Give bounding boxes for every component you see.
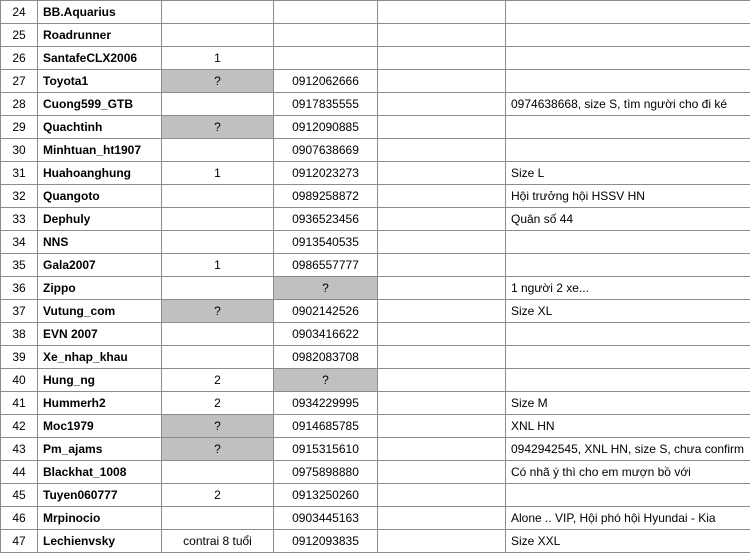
empty-cell[interactable] — [378, 185, 506, 208]
table-row — [1, 47, 750, 70]
note-cell[interactable]: XNL HN — [506, 415, 750, 438]
phone-cell[interactable]: 0907638669 — [274, 139, 378, 162]
table-row — [1, 185, 750, 208]
row-number-cell[interactable]: 33 — [1, 208, 38, 231]
empty-cell[interactable] — [378, 415, 506, 438]
empty-cell[interactable] — [378, 70, 506, 93]
username-cell[interactable]: Dephuly — [38, 208, 162, 231]
quantity-cell[interactable] — [162, 231, 274, 254]
phone-cell[interactable]: 0912023273 — [274, 162, 378, 185]
row-number-cell[interactable]: 30 — [1, 139, 38, 162]
phone-cell[interactable]: 0902142526 — [274, 300, 378, 323]
username-cell[interactable]: Roadrunner — [38, 24, 162, 47]
empty-cell[interactable] — [378, 461, 506, 484]
table-row — [1, 231, 750, 254]
row-number-cell[interactable]: 32 — [1, 185, 38, 208]
username-cell[interactable]: Hung_ng — [38, 369, 162, 392]
quantity-cell[interactable]: 2 — [162, 484, 274, 507]
empty-cell[interactable] — [378, 1, 506, 24]
row-number-cell[interactable]: 35 — [1, 254, 38, 277]
username-cell[interactable]: Tuyen060777 — [38, 484, 162, 507]
row-number-cell[interactable]: 27 — [1, 70, 38, 93]
phone-cell[interactable]: 0903445163 — [274, 507, 378, 530]
row-number-cell[interactable]: 38 — [1, 323, 38, 346]
empty-cell[interactable] — [378, 300, 506, 323]
empty-cell[interactable] — [378, 346, 506, 369]
note-cell[interactable]: 0942942545, XNL HN, size S, chưa confirm — [506, 438, 750, 461]
spreadsheet-body — [1, 1, 750, 553]
row-number-cell[interactable]: 34 — [1, 231, 38, 254]
username-cell[interactable]: Blackhat_1008 — [38, 461, 162, 484]
phone-cell[interactable]: 0912062666 — [274, 70, 378, 93]
table-row — [1, 139, 750, 162]
table-row — [1, 323, 750, 346]
quantity-cell[interactable]: 2 — [162, 392, 274, 415]
row-number-cell[interactable]: 47 — [1, 530, 38, 553]
username-cell[interactable]: Hummerh2 — [38, 392, 162, 415]
note-cell[interactable]: Size M — [506, 392, 750, 415]
phone-cell[interactable]: 0936523456 — [274, 208, 378, 231]
quantity-cell[interactable] — [162, 1, 274, 24]
table-row — [1, 162, 750, 185]
empty-cell[interactable] — [378, 139, 506, 162]
phone-cell[interactable]: 0975898880 — [274, 461, 378, 484]
empty-cell[interactable] — [378, 484, 506, 507]
username-cell[interactable]: Vutung_com — [38, 300, 162, 323]
quantity-cell[interactable] — [162, 346, 274, 369]
row-number-cell[interactable]: 45 — [1, 484, 38, 507]
table-row — [1, 300, 750, 323]
table-row — [1, 438, 750, 461]
row-number-cell[interactable]: 44 — [1, 461, 38, 484]
note-cell[interactable] — [506, 47, 750, 70]
note-cell[interactable]: 0974638668, size S, tìm người cho đi ké — [506, 93, 750, 116]
row-number-cell[interactable]: 26 — [1, 47, 38, 70]
note-cell[interactable]: 1 người 2 xe... — [506, 277, 750, 300]
phone-cell[interactable]: 0986557777 — [274, 254, 378, 277]
row-number-cell[interactable]: 46 — [1, 507, 38, 530]
table-row — [1, 346, 750, 369]
phone-cell[interactable]: 0915315610 — [274, 438, 378, 461]
quantity-cell[interactable]: ? — [162, 116, 274, 139]
row-number-cell[interactable]: 43 — [1, 438, 38, 461]
table-row — [1, 208, 750, 231]
table-row — [1, 277, 750, 300]
quantity-cell[interactable] — [162, 323, 274, 346]
quantity-cell[interactable] — [162, 507, 274, 530]
quantity-cell[interactable] — [162, 24, 274, 47]
empty-cell[interactable] — [378, 507, 506, 530]
quantity-cell[interactable]: 1 — [162, 162, 274, 185]
empty-cell[interactable] — [378, 231, 506, 254]
empty-cell[interactable] — [378, 323, 506, 346]
username-cell[interactable]: Quangoto — [38, 185, 162, 208]
row-number-cell[interactable]: 40 — [1, 369, 38, 392]
empty-cell[interactable] — [378, 162, 506, 185]
note-cell[interactable]: Quân số 44 — [506, 208, 750, 231]
phone-cell[interactable]: 0934229995 — [274, 392, 378, 415]
quantity-cell[interactable]: 1 — [162, 254, 274, 277]
quantity-cell[interactable] — [162, 185, 274, 208]
phone-cell[interactable]: 0982083708 — [274, 346, 378, 369]
row-number-cell[interactable]: 25 — [1, 24, 38, 47]
username-cell[interactable]: Pm_ajams — [38, 438, 162, 461]
quantity-cell[interactable] — [162, 139, 274, 162]
table-row — [1, 392, 750, 415]
table-row — [1, 461, 750, 484]
quantity-cell[interactable] — [162, 208, 274, 231]
phone-cell[interactable]: 0914685785 — [274, 415, 378, 438]
quantity-cell[interactable]: ? — [162, 70, 274, 93]
note-cell[interactable]: Size XL — [506, 300, 750, 323]
quantity-cell[interactable] — [162, 93, 274, 116]
note-cell[interactable] — [506, 70, 750, 93]
quantity-cell[interactable]: ? — [162, 300, 274, 323]
row-number-cell[interactable]: 41 — [1, 392, 38, 415]
note-cell[interactable] — [506, 139, 750, 162]
phone-cell[interactable]: 0913250260 — [274, 484, 378, 507]
empty-cell[interactable] — [378, 277, 506, 300]
empty-cell[interactable] — [378, 93, 506, 116]
username-cell[interactable]: Lechienvsky — [38, 530, 162, 553]
quantity-cell[interactable]: 1 — [162, 47, 274, 70]
quantity-cell[interactable]: 2 — [162, 369, 274, 392]
phone-cell[interactable]: 0917835555 — [274, 93, 378, 116]
username-cell[interactable]: Quachtinh — [38, 116, 162, 139]
row-number-cell[interactable]: 39 — [1, 346, 38, 369]
table-row — [1, 484, 750, 507]
phone-cell[interactable]: ? — [274, 277, 378, 300]
username-cell[interactable]: Gala2007 — [38, 254, 162, 277]
note-cell[interactable] — [506, 484, 750, 507]
table-row — [1, 1, 750, 24]
note-cell[interactable]: Alone .. VIP, Hội phó hội Hyundai - Kia — [506, 507, 750, 530]
row-number-cell[interactable]: 36 — [1, 277, 38, 300]
username-cell[interactable]: EVN 2007 — [38, 323, 162, 346]
note-cell[interactable] — [506, 369, 750, 392]
note-cell[interactable] — [506, 346, 750, 369]
empty-cell[interactable] — [378, 47, 506, 70]
table-row — [1, 70, 750, 93]
username-cell[interactable]: Huahoanghung — [38, 162, 162, 185]
table-row — [1, 254, 750, 277]
note-cell[interactable]: Size L — [506, 162, 750, 185]
username-cell[interactable]: Cuong599_GTB — [38, 93, 162, 116]
username-cell[interactable]: Zippo — [38, 277, 162, 300]
note-cell[interactable]: Hội trưởng hội HSSV HN — [506, 185, 750, 208]
phone-cell[interactable] — [274, 1, 378, 24]
empty-cell[interactable] — [378, 24, 506, 47]
note-cell[interactable] — [506, 1, 750, 24]
table-row — [1, 530, 750, 553]
username-cell[interactable]: NNS — [38, 231, 162, 254]
phone-cell[interactable]: 0989258872 — [274, 185, 378, 208]
empty-cell[interactable] — [378, 208, 506, 231]
note-cell[interactable] — [506, 116, 750, 139]
username-cell[interactable]: Minhtuan_ht1907 — [38, 139, 162, 162]
row-number-cell[interactable]: 24 — [1, 1, 38, 24]
quantity-cell[interactable]: contrai 8 tuổi — [162, 530, 274, 553]
phone-cell[interactable] — [274, 24, 378, 47]
note-cell[interactable] — [506, 24, 750, 47]
username-cell[interactable]: Xe_nhap_khau — [38, 346, 162, 369]
note-cell[interactable]: Size XXL — [506, 530, 750, 553]
row-number-cell[interactable]: 42 — [1, 415, 38, 438]
phone-cell[interactable]: 0913540535 — [274, 231, 378, 254]
table-row — [1, 116, 750, 139]
phone-cell[interactable]: ? — [274, 369, 378, 392]
phone-cell[interactable]: 0903416622 — [274, 323, 378, 346]
quantity-cell[interactable]: ? — [162, 415, 274, 438]
quantity-cell[interactable] — [162, 461, 274, 484]
table-row — [1, 507, 750, 530]
empty-cell[interactable] — [378, 530, 506, 553]
note-cell[interactable] — [506, 231, 750, 254]
quantity-cell[interactable]: ? — [162, 438, 274, 461]
quantity-cell[interactable] — [162, 277, 274, 300]
empty-cell[interactable] — [378, 438, 506, 461]
phone-cell[interactable]: 0912093835 — [274, 530, 378, 553]
username-cell[interactable]: Toyota1 — [38, 70, 162, 93]
table-row — [1, 93, 750, 116]
username-cell[interactable]: BB.Aquarius — [38, 1, 162, 24]
empty-cell[interactable] — [378, 116, 506, 139]
empty-cell[interactable] — [378, 369, 506, 392]
username-cell[interactable]: Moc1979 — [38, 415, 162, 438]
row-number-cell[interactable]: 28 — [1, 93, 38, 116]
note-cell[interactable]: Có nhã ý thì cho em mượn bồ với — [506, 461, 750, 484]
row-number-cell[interactable]: 29 — [1, 116, 38, 139]
table-row — [1, 415, 750, 438]
username-cell[interactable]: Mrpinocio — [38, 507, 162, 530]
note-cell[interactable] — [506, 254, 750, 277]
note-cell[interactable] — [506, 323, 750, 346]
phone-cell[interactable] — [274, 47, 378, 70]
row-number-cell[interactable]: 37 — [1, 300, 38, 323]
table-row — [1, 369, 750, 392]
empty-cell[interactable] — [378, 392, 506, 415]
table-row — [1, 24, 750, 47]
row-number-cell[interactable]: 31 — [1, 162, 38, 185]
username-cell[interactable]: SantafeCLX2006 — [38, 47, 162, 70]
phone-cell[interactable]: 0912090885 — [274, 116, 378, 139]
empty-cell[interactable] — [378, 254, 506, 277]
